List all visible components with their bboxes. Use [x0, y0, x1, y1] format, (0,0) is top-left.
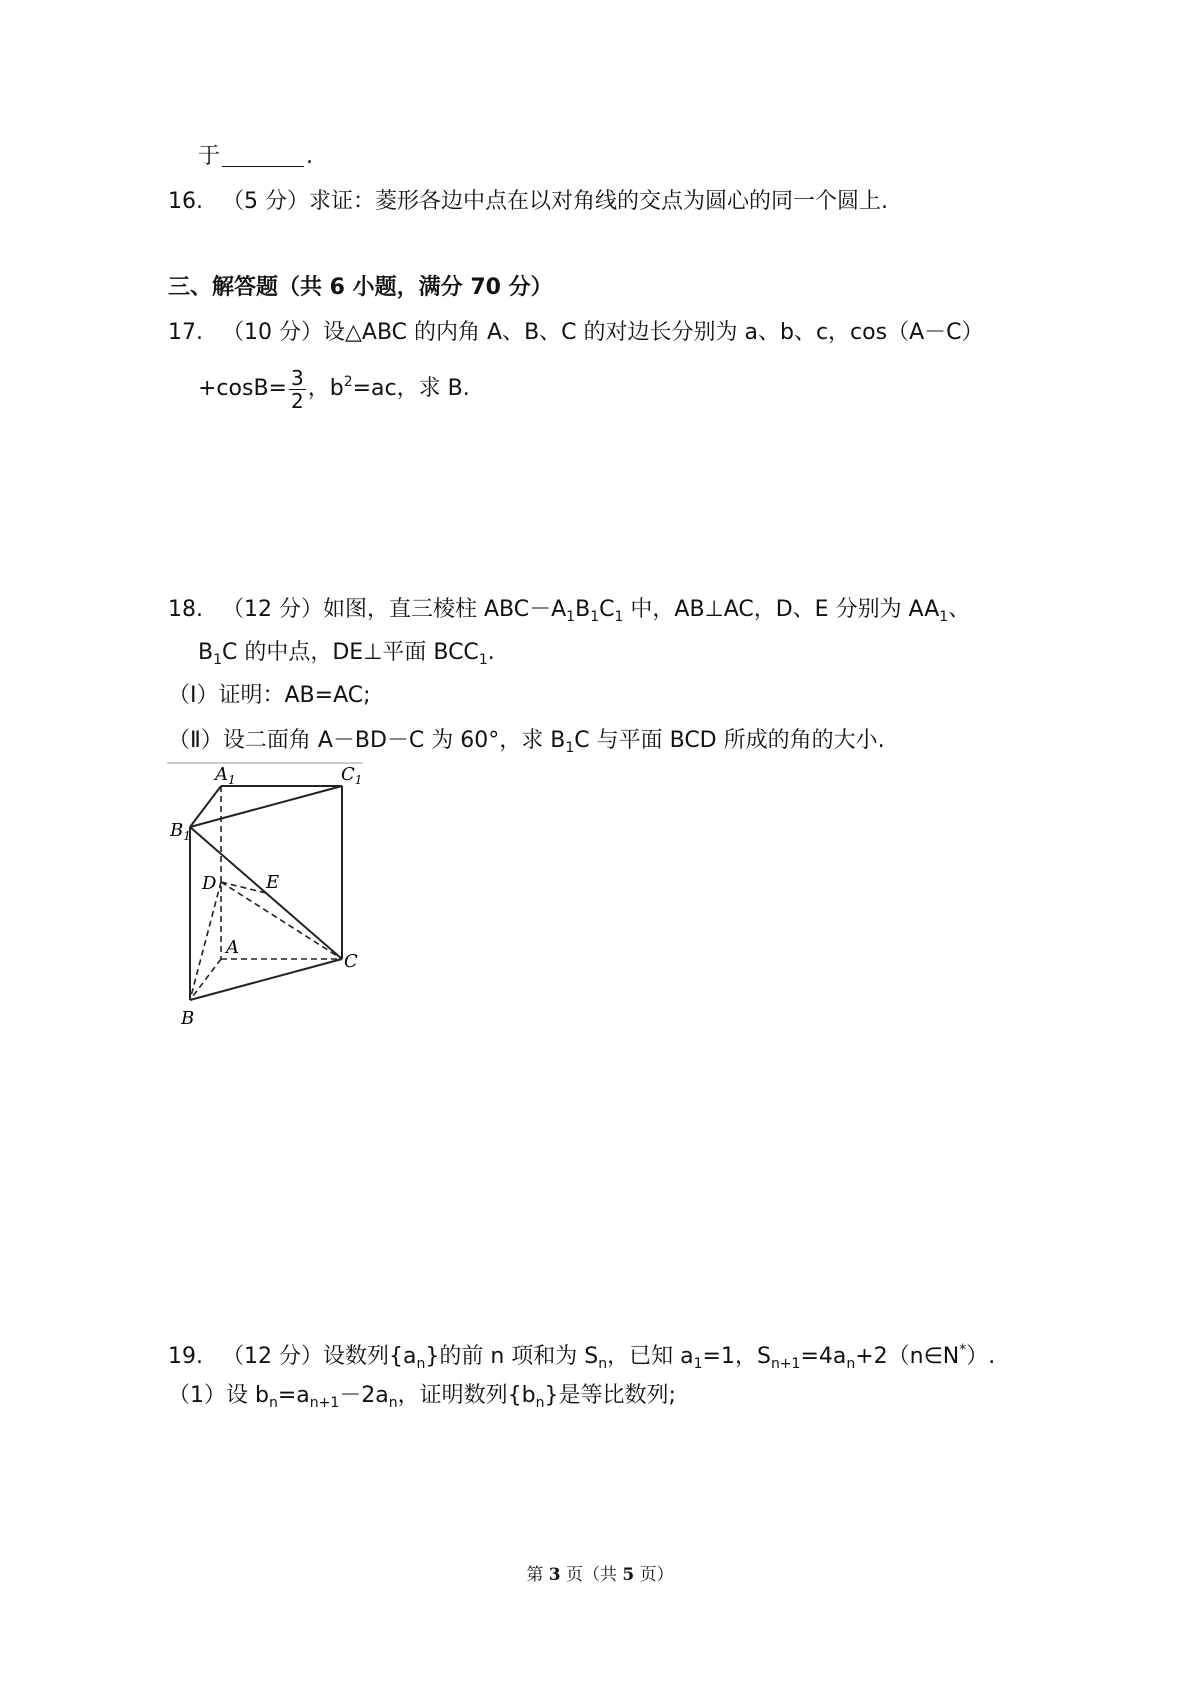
page-total: 5 — [622, 1565, 635, 1585]
question-15-continuation: 于 . — [198, 144, 314, 169]
question-19-part-1: （1）设 $b_n=a_{n+1}-2a_n$，证明数列$\{b_n\}$是等比数列; — [168, 1383, 676, 1411]
question-17-line-1: 17. （10 分）设△ABC 的内角 A、B、C 的对边长分别为 a、b、c，cos（A－C） — [168, 320, 984, 345]
question-17-line-2: +cosB= $\frac{3}{2}$ ，$b^2=ac$，求 B. — [198, 365, 470, 413]
question-score: （12 分） — [222, 1344, 323, 1369]
question-19-line-1: 19. （12 分）设数列$\{a_n\}$的前 n 项和为 $S_n$，已知 $a_1=1$，$S_{n+1}=4a_n+2(n\in N^*)$. — [168, 1342, 996, 1372]
question-18-line-1: 18. （12 分）如图，直三棱柱 $ABC-A_1B_1C_1$ 中，AB⊥AC，D、E 分别为 $AA_1$、 — [168, 597, 971, 625]
question-number: 19. — [168, 1344, 203, 1369]
label-c: C — [344, 951, 358, 972]
label-b: B — [181, 1008, 195, 1029]
question-number: 18. — [168, 597, 203, 622]
section-heading: 三、解答题（共 6 小题，满分 70 分） — [168, 275, 553, 300]
label-b1: $B_1$ — [170, 820, 191, 843]
label-c1: $C_1$ — [341, 764, 363, 787]
edge-d-c — [221, 882, 342, 959]
question-score: （10 分） — [222, 320, 323, 345]
label-d: D — [202, 873, 217, 894]
question-16 — [168, 187, 888, 217]
question-score: （5 分） — [222, 189, 309, 214]
label-e: E — [266, 872, 280, 893]
edge-d-b — [190, 882, 221, 1000]
page-number: 3 — [548, 1565, 561, 1585]
question-text: 求证：菱形各边中点在以对角线的交点为圆心的同一个圆上. — [309, 189, 888, 214]
question-number: 16. — [168, 189, 203, 214]
prism-figure — [165, 760, 375, 1030]
question-score: （12 分） — [222, 597, 323, 622]
answer-blank — [222, 144, 304, 167]
fraction: $\frac{3}{2}$ — [290, 365, 304, 413]
edge-b1-c1 — [190, 786, 342, 827]
page-footer: 第 3 页（共 5 页） — [526, 1565, 674, 1585]
label-a1: $A_1$ — [215, 764, 236, 787]
label-a: A — [226, 937, 239, 958]
question-number: 17. — [168, 320, 203, 345]
question-18-part-1: （Ⅰ）证明：AB=AC; — [168, 683, 371, 708]
question-18-line-2: $B_1C$ 的中点，DE⊥平面 $BCC_1$. — [198, 640, 495, 668]
edge-b-c — [190, 959, 342, 1000]
question-18-part-2: （Ⅱ）设二面角 A－BD－C 为 60°，求 $B_1C$ 与平面 BCD 所成的角的大小. — [168, 728, 885, 756]
